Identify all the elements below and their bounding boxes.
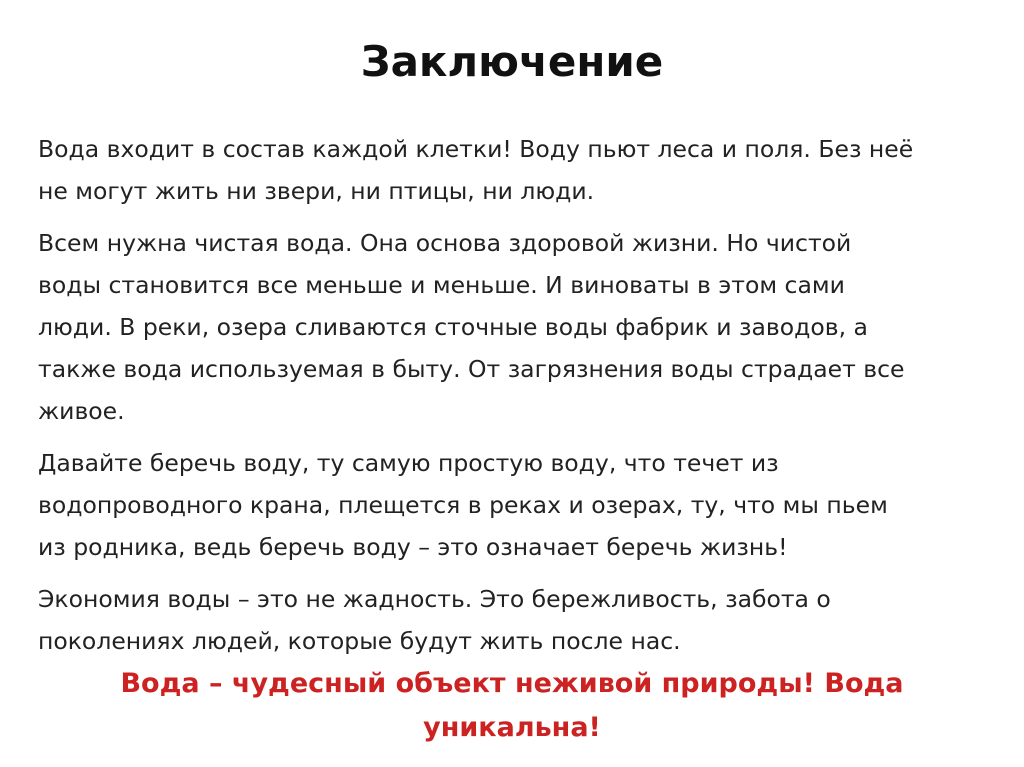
paragraph-line: водопроводного крана, плещется в реках и озерах, ту, что мы пьем [38, 491, 888, 519]
paragraph-line: живое. [38, 397, 125, 425]
paragraph-line: Вода входит в состав каждой клетки! Воду пьют леса и поля. Без неё [38, 135, 914, 163]
paragraph-line: Всем нужна чистая вода. Она основа здоровой жизни. Но чистой [38, 229, 852, 257]
slide-title: Заключение [360, 37, 664, 86]
paragraph-line: не могут жить ни звери, ни птицы, ни люди. [38, 177, 595, 205]
paragraph-3 [38, 442, 1024, 568]
paragraph-line: воды становится все меньше и меньше. И виноваты в этом сами [38, 271, 845, 299]
paragraph-line: Экономия воды – это не жадность. Это бережливость, забота о [38, 585, 831, 613]
slide-body [38, 128, 1024, 672]
closing-line: уникальна! [423, 712, 601, 743]
paragraph-4 [38, 578, 1024, 662]
paragraph-line: люди. В реки, озера сливаются сточные воды фабрик и заводов, а [38, 313, 868, 341]
paragraph-line: Давайте беречь воду, ту самую простую воду, что течет из [38, 449, 779, 477]
closing-statement [30, 662, 994, 750]
closing-line: Вода – чудесный объект неживой природы! Вода [120, 668, 904, 699]
paragraph-2 [38, 222, 1024, 432]
paragraph-line: поколениях людей, которые будут жить после нас. [38, 627, 681, 655]
paragraph-line: также вода используемая в быту. От загрязнения воды страдает все [38, 355, 905, 383]
paragraph-1 [38, 128, 1024, 212]
paragraph-line: из родника, ведь беречь воду – это означает беречь жизнь! [38, 533, 788, 561]
